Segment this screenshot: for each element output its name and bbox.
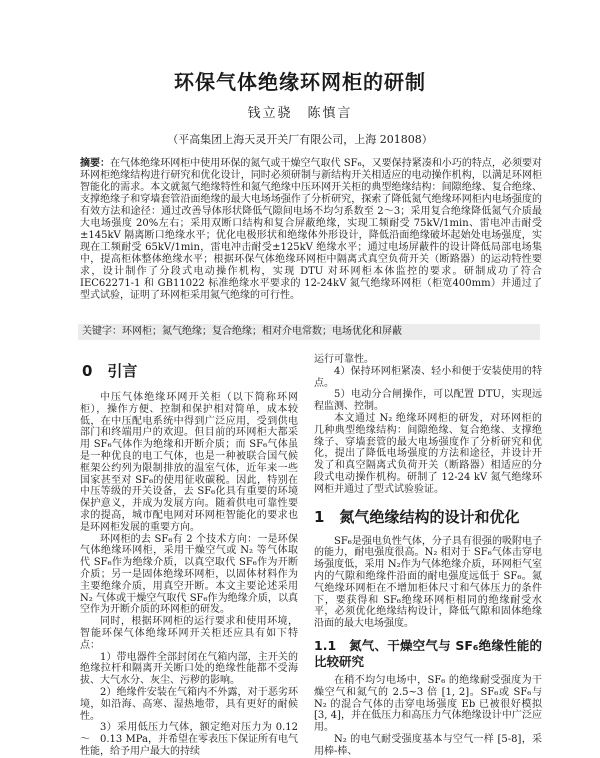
paragraph: 1）带电器件全部封闭在气箱内部，主开关的绝缘拉杆和隔离开关断口处的绝缘性能都不受海拔、大气水分、灰尘、污秽的影响。 [80,651,298,687]
authors: 钱立骁 陈慎言 [247,106,353,121]
keywords-text: 环网柜；氮气绝缘；复合绝缘；相对介电常数；电场优化和屏蔽 [122,326,402,337]
section-heading-1: 1 氮气绝缘结构的设计和优化 [314,507,520,526]
paragraph: 在稍不均匀电场中，SF₆ 的绝缘耐受强度为干燥空气和氮气的 2.5~3 倍 [1, 2]。SF₆或 SF₆与 N₂ 的混合气体的击穿电场强度 Eb 已被很好模拟 [3, 4]，并在低压力和高压力气体绝缘设计中广泛应用。 [314,674,542,734]
paragraph: 中压气体绝缘环网开关柜（以下简称环网柜），操作方便、控制和保护相对简单，成本较低，在中压配电系统中得到广泛应用，受到供电部门和终端用户的欢迎。但目前的环网柜大都采用 SF₆气体作为绝缘和开断介质；而 SF₆气体虽是一种优良的电工气体，也是一种被联合国气候框架公约列为限制排放的温室气体，近年来一些国家甚至对 SF₆的使用征收碳税。因此，特别在中压等级的开关设备，去 SF₆化具有重要的环境保护意义，并成为发展方向。随着供电可靠性要求的提高，城市配电网对环网柜智能化的要求也是环网柜发展的重要方向。 [80,392,298,533]
keywords [78,324,540,340]
paragraph: SF₆是强电负性气体，分子具有很强的吸附电子的能力，耐电强度很高。N₂ 相对于 SF₆气体击穿电场强度低，采用 N₂作为气体绝缘介质，环网柜气室内的气隙和绝缘件沿面的耐电强度远低于 SF₆。氮气绝缘环网柜在不增加柜体尺寸和气体压力的条件下，要获得和 SF₆绝缘环网柜相同的绝缘耐受水平，必须优化绝缘结构设计，降低气隙和固体绝缘沿面的最大电场强度。 [314,535,542,630]
paragraph: 本文通过 N₂ 绝缘环网柜的研发，对环网柜的几种典型绝缘结构：间隙绝缘、复合绝缘、支撑绝缘子、穿墙套管的最大电场强度作了分析研究和优化，提出了降低电场强度的方法和途径，并设计开发了和真空隔离式负荷开关（断路器）相适应的分段式电动操作机构。研制了 12-24 kV 氮气绝缘环网柜并通过了型式试验验证。 [314,412,542,495]
abstract-text: 在气体绝缘环网柜中使用环保的氮气或干燥空气取代 SF₆，又要保持紧凑和小巧的特点，必须要对环网柜绝缘结构进行研究和优化设计，同时必须研制与新结构开关相适应的电动操作机构，以满足环网柜智能化的需求。本文就氮气绝缘特性和氮气绝缘中压环网开关柜的典型绝缘结构：间隙绝缘、复合绝缘、支撑绝缘子和穿墙套管沿面绝缘的最大电场场强作了分析研究，探索了降低氮气绝缘环网柜内电场强度的有效方法和途径：通过改善导体形状降低气隙间电场不均匀系数至 2～3；采用复合绝缘降低氮气介质最大电场强度 20%左右；采用双断口结构和复合屏蔽绝缘，实现工频耐受 75kV/1min、雷电冲击耐受±145kV 隔离断口绝缘水平；优化电极形状和绝缘体外形设计，降低沿面绝缘破坏起始处电场强度，实现在工频耐受 65kV/1min，雷电冲击耐受±125kV 绝缘水平；通过电场屏蔽件的设计降低局部电场集中，提高柜体整体绝缘水平；根据环保气体绝缘环网柜中隔离式真空负荷开关（断路器）的运动特性要求，设计制作了分段式电动操作机构，实现 DTU 对环网柜本体监控的要求。研制成功了符合 IEC62271-1 和 GB11022 标准绝缘水平要求的 12-24kV 氮气绝缘环网柜（柜宽400mm）并通过了型式试验，证明了环网柜采用氮气绝缘的可行性。 [80,158,543,301]
paragraph: N₂ 的电气耐受强度基本与空气一样 [5-8]，采用棒-棒、 [314,733,542,757]
paragraph: 环网柜的去 SF₆有 2 个技术方向：一是环保气体绝缘环网柜，采用干燥空气或 N₂ 等气体取代 SF₆作为绝缘介质，以真空取代 SF₆作为开断介质；另一是固体绝缘环网柜，以固体材料作为主要绝缘介质，用真空开断。本文主要论述采用 N₂ 气体或干燥空气取代 SF₆作为绝缘介质，以真空作为开断介质的环网柜的研发。 [80,533,298,616]
paragraph: 3）采用低压力气体，额定绝对压力为 0.12～ 0.13 MPa，并希望在零表压下保证所有电气性能，给予用户最大的持续 [80,722,298,757]
paper-title: 环保气体绝缘环网柜的研制 [174,70,426,94]
paragraph: 5）电动分合闸操作，可以配置 DTU，实现远程监测、控制。 [314,389,542,413]
paragraph: 2）绝缘件安装在气箱内不外露，对于恶劣环境，如沿海、高寒、湿热地带，具有更好的耐候性。 [80,686,298,722]
left-column [80,392,298,758]
paragraph: 同时，根据环网柜的运行要求和使用环境，智能环保气体绝缘环网开关柜还应具有如下特点： [80,616,298,651]
section-heading-introduction: 0 引言 [82,362,138,380]
right-column [314,354,542,758]
paragraph: 4）保持环网柜紧凑、轻小和便于安装使用的特点。 [314,365,542,389]
abstract-label: 摘要： [80,158,111,169]
keywords-label: 关键字： [82,326,122,337]
section-heading-1-1: 1.1 氮气、干燥空气与 SF₆绝缘性能的比较研究 [314,637,542,669]
paragraph: 运行可靠性。 [314,354,374,365]
abstract [80,158,542,302]
affiliation: （平高集团上海天灵开关厂有限公司，上海 201808） [167,133,433,146]
